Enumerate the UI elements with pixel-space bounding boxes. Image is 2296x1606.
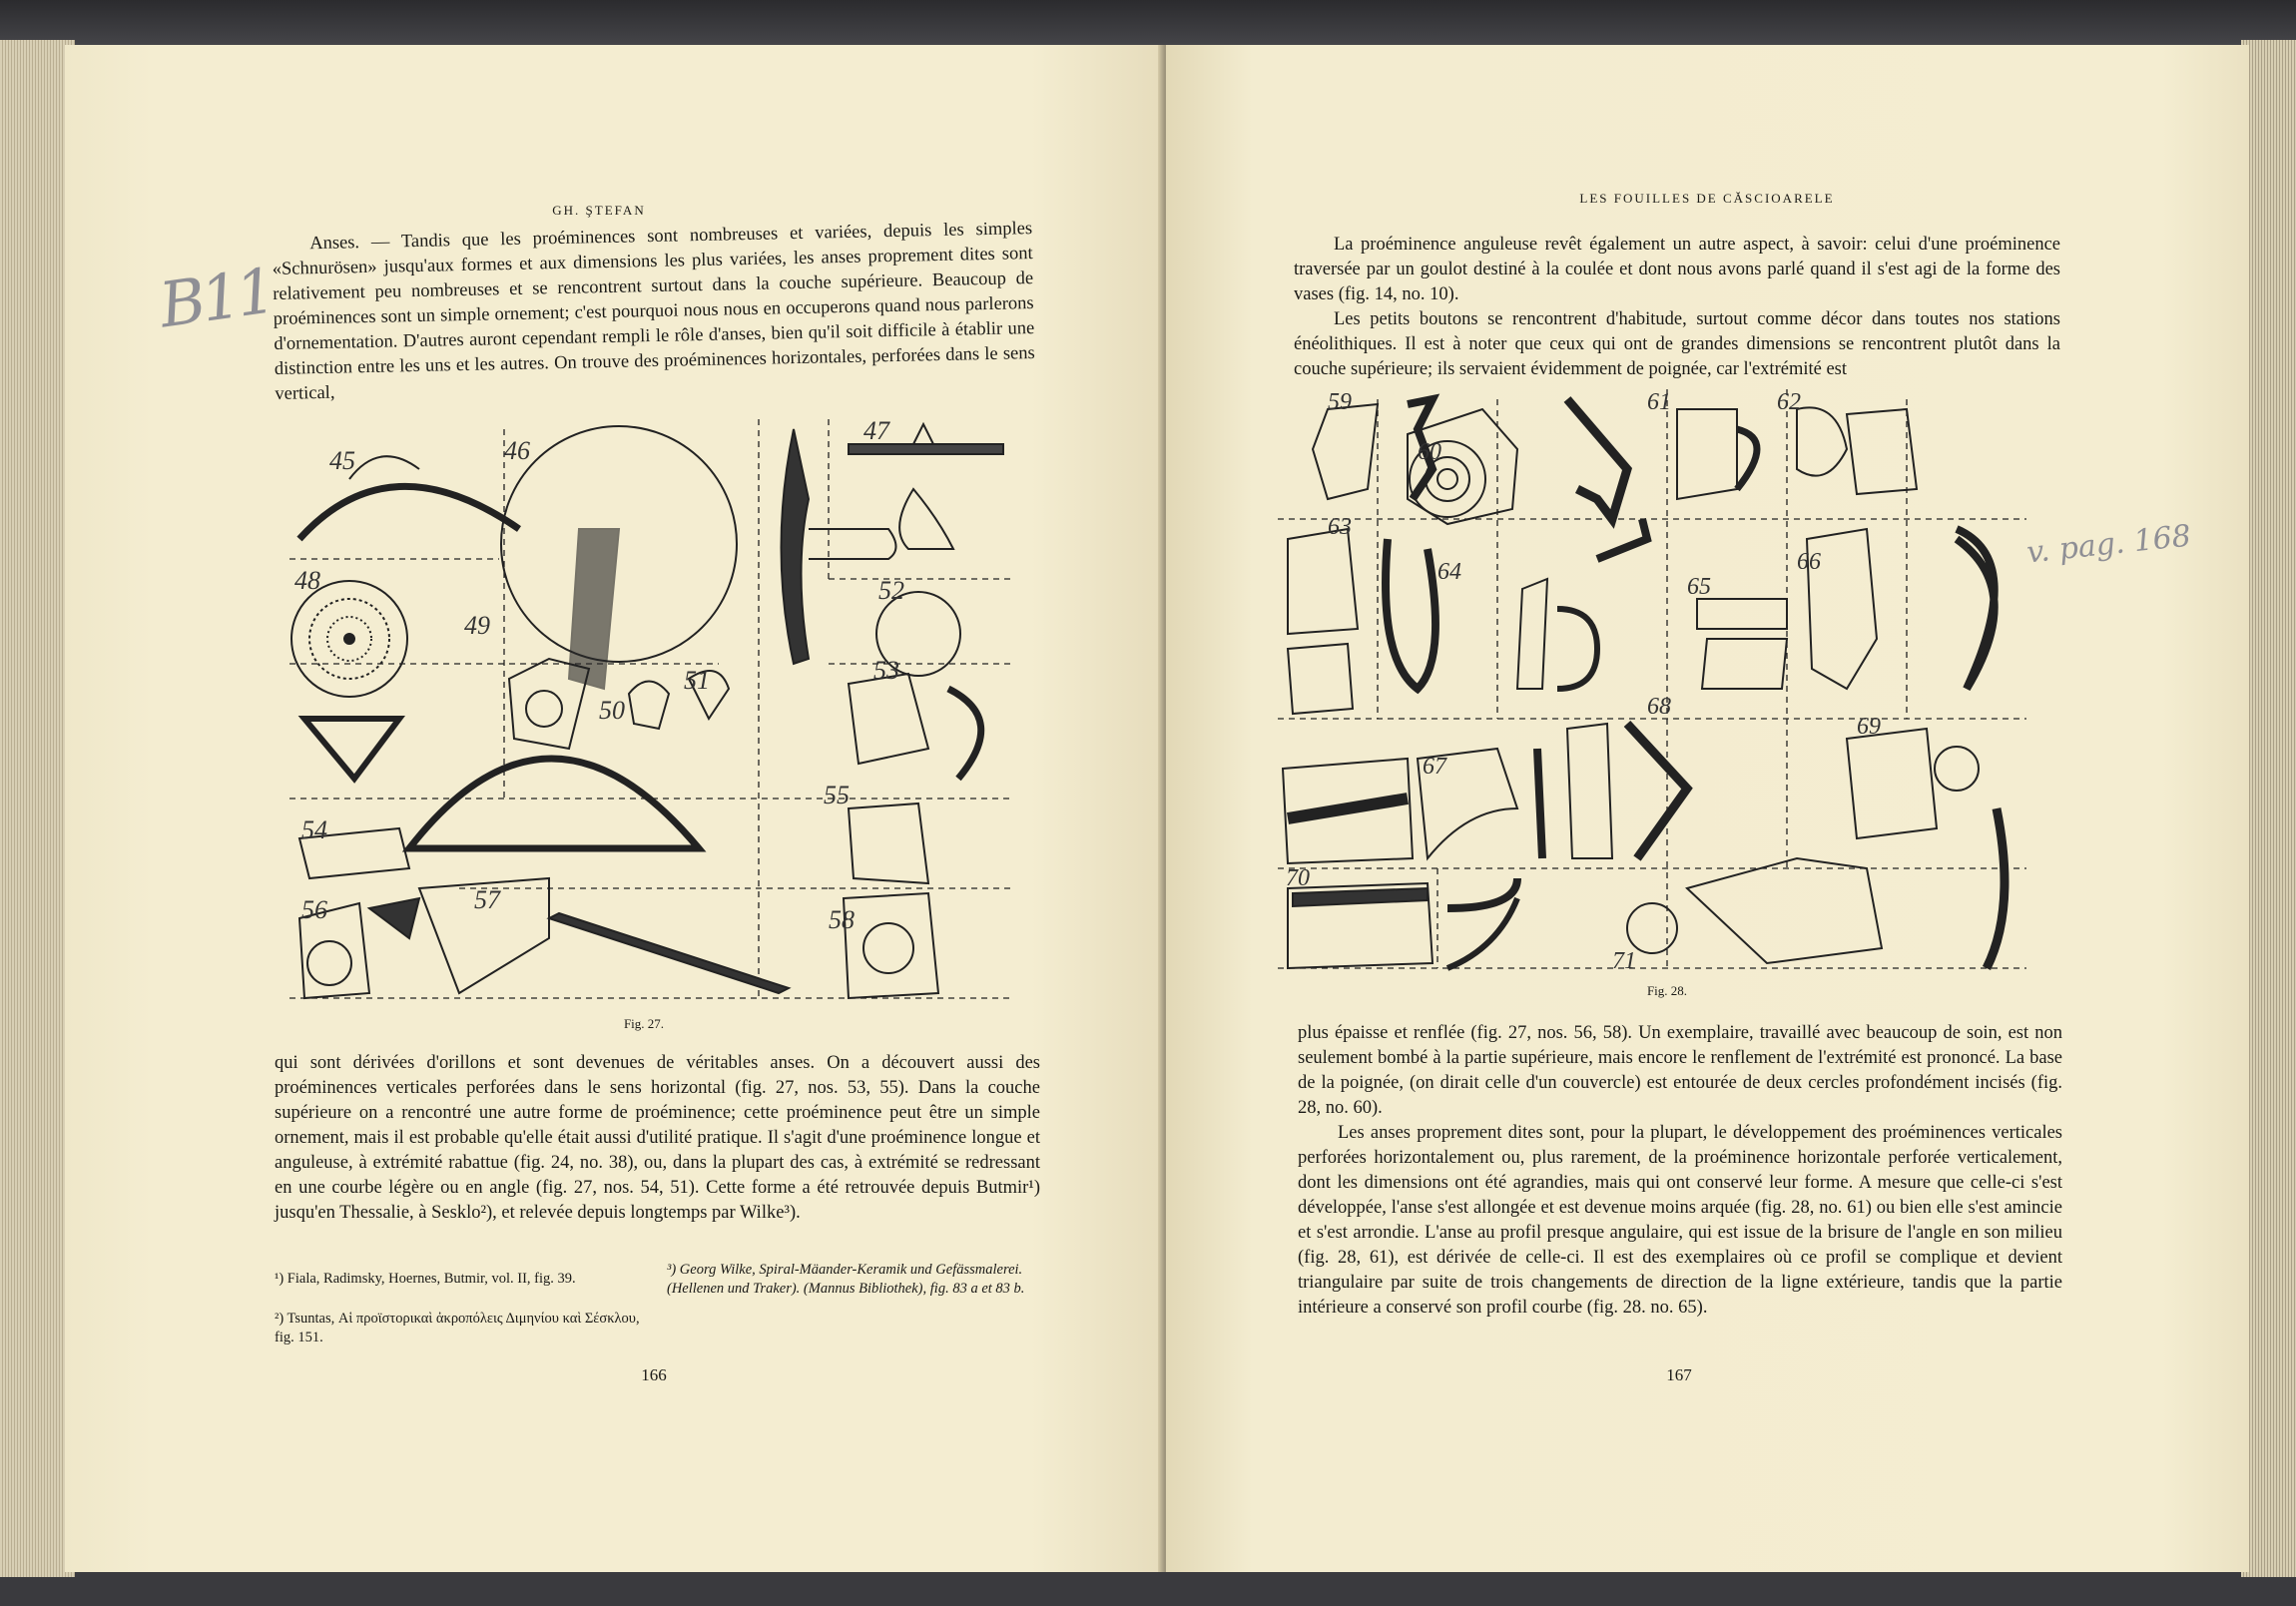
fig27-label-49: 49 bbox=[464, 611, 490, 640]
pencil-note: v. pag. 168 bbox=[2024, 518, 2193, 571]
right-body-paragraph-2: Les anses proprement dites sont, pour la plupart, le développement des proéminences verticales perforées horizontalement ou, plus rarement, de la proéminence horizontale perforée verticalement, dont les dimensions ont été agrandies, mais qui ont conservé leur forme. A mesure que celle-ci s'est développée, l'anse s'est allongée et est devenue moins arquée (fig. 28, no. 61) ou bien elle s'est amincie et s'est arrondie. L'anse au profil presque angulaire, qui est issue de la brisure de l'angle en son milieu (fig. 28, 61), est dérivée de celle-ci. Il est des exemplaires où ce profil se complique et devient triangulaire par suite de trois changements de direction de la ligne extérieure, tandis que la partie intérieure a conservé son profil courbe (fig. 28. no. 65). bbox=[1298, 1123, 2062, 1318]
fig27-label-51: 51 bbox=[684, 666, 710, 695]
left-body-paragraph: qui sont dérivées d'orillons et sont devenues de véritables anses. On a découvert aussi des proéminences verticales perforées dans le sens horizontal (fig. 27, nos. 53, 55). Dans la couche supérieure on a rencontré une autre forme de proéminence; cette proéminence peut être un simple ornement, mais il est probable qu'elle était aussi d'utilité pratique. Il s'agit d'une proéminence longue et anguleuse, à extrémité rabattue (fig. 24, no. 38), ou, dans la plupart des cas, à extrémité se redressant en une courbe légère ou en angle (fig. 27, nos. 54, 51). Cette forme a été retrouvée depuis Butmir¹) jusqu'en Thessalie, à Sesklo²), et relevée depuis longtemps par Wilke³). bbox=[275, 1053, 1040, 1223]
footnote-2: ²) Tsuntas, Αἱ προϊστορικαὶ ἀκροπόλεις Διμηνίου καὶ Σέσκλου, fig. 151. bbox=[275, 1311, 640, 1345]
footnote-1: ¹) Fiala, Radimsky, Hoernes, Butmir, vol. II, fig. 39. bbox=[275, 1271, 576, 1287]
fig28-label-66: 66 bbox=[1797, 549, 1821, 575]
footnote-3: ³) Georg Wilke, Spiral-Mäander-Keramik und Gefässmalerei. (Hellenen und Traker). (Mannus Bibliothek), fig. 83 a et 83 b. bbox=[667, 1262, 1025, 1297]
fig27-label-56: 56 bbox=[301, 895, 327, 924]
figure-27-caption: Fig. 27. bbox=[623, 1016, 665, 1031]
figure-28-pottery-drawings bbox=[1268, 389, 2041, 978]
fig27-label-46: 46 bbox=[504, 436, 530, 465]
fig28-label-70: 70 bbox=[1286, 865, 1310, 891]
fig27-label-53: 53 bbox=[873, 656, 899, 685]
right-running-header: LES FOUILLES DE CĂSCIOARELE bbox=[1579, 191, 1835, 206]
left-page-edges bbox=[0, 40, 75, 1577]
right-page-number: 167 bbox=[1666, 1365, 1692, 1384]
left-running-header: GH. ŞTEFAN bbox=[552, 203, 646, 218]
fig27-label-52: 52 bbox=[878, 576, 904, 605]
fig28-label-63: 63 bbox=[1328, 514, 1352, 540]
fig27-label-47: 47 bbox=[863, 419, 889, 445]
right-intro-paragraph-2: Les petits boutons se rencontrent d'habitude, surtout comme décor dans toutes nos stations énéolithiques. Il est à noter que ceux qui ont de grandes dimensions se rencontrent plutôt dans la couche supérieure; ils servaient évidemment de poignée, car l'extrémité est bbox=[1294, 309, 2060, 379]
fig28-label-59: 59 bbox=[1328, 389, 1352, 415]
fig28-label-60: 60 bbox=[1418, 439, 1441, 465]
fig28-label-62: 62 bbox=[1777, 389, 1801, 415]
right-body-paragraph-1: plus épaisse et renflée (fig. 27, nos. 56, 58). Un exemplaire, travaillé avec beaucoup de soin, est non seulement bombé à la partie supérieure, mais encore le renflement de l'extrémité est prononcé. La base de la poignée, (on dirait celle d'un couvercle) est entourée de deux cercles profondément incisés (fig. 28, no. 60). bbox=[1298, 1023, 2062, 1118]
right-intro-paragraph-1: La proéminence anguleuse revêt également un autre aspect, à savoir: celui d'une proéminence traversée par un goulot destiné à la coulée et dont nous avons parlé quand il s'est agi de la forme des vases (fig. 14, no. 10). bbox=[1294, 235, 2060, 304]
figure-28-caption: Fig. 28. bbox=[1646, 983, 1688, 998]
figure-27-pottery-drawings bbox=[289, 419, 1013, 1018]
fig27-label-48: 48 bbox=[294, 566, 320, 595]
fig28-label-64: 64 bbox=[1437, 559, 1461, 585]
left-page-number: 166 bbox=[641, 1365, 667, 1384]
fig27-label-55: 55 bbox=[824, 781, 850, 809]
fig28-label-68: 68 bbox=[1647, 694, 1671, 720]
fig28-label-61: 61 bbox=[1647, 389, 1671, 415]
fig28-label-71: 71 bbox=[1612, 948, 1636, 974]
fig27-label-45: 45 bbox=[329, 446, 355, 475]
pencil-mark-b11: B11 bbox=[155, 254, 278, 342]
right-page-edges bbox=[2241, 40, 2296, 1577]
fig27-label-54: 54 bbox=[301, 815, 327, 844]
fig27-label-50: 50 bbox=[599, 696, 625, 725]
fig28-label-69: 69 bbox=[1857, 714, 1881, 740]
left-intro-paragraph: Anses. — Tandis que les proéminences sont nombreuses et variées, depuis les simples «Schnurösen» jusqu'aux formes et aux dimensions les plus variées, les anses proprement dites sont relativement peu nombreuses et se rencontrent surtout dans la couche supérieure. Beaucoup de proéminences sont un simple ornement; c'est pourquoi nous nous en occuperons quand nous parlerons d'ornementation. D'autres auront cependant rempli le rôle d'anses, bien qu'il soit difficile à établir une distinction entre les uns et les autres. On trouve des proéminences horizontales, perforées dans le sens vertical, bbox=[272, 219, 1035, 404]
fig28-label-67: 67 bbox=[1423, 754, 1446, 780]
fig27-label-58: 58 bbox=[829, 905, 855, 934]
fig27-label-57: 57 bbox=[474, 885, 500, 914]
fig28-label-65: 65 bbox=[1687, 574, 1711, 600]
